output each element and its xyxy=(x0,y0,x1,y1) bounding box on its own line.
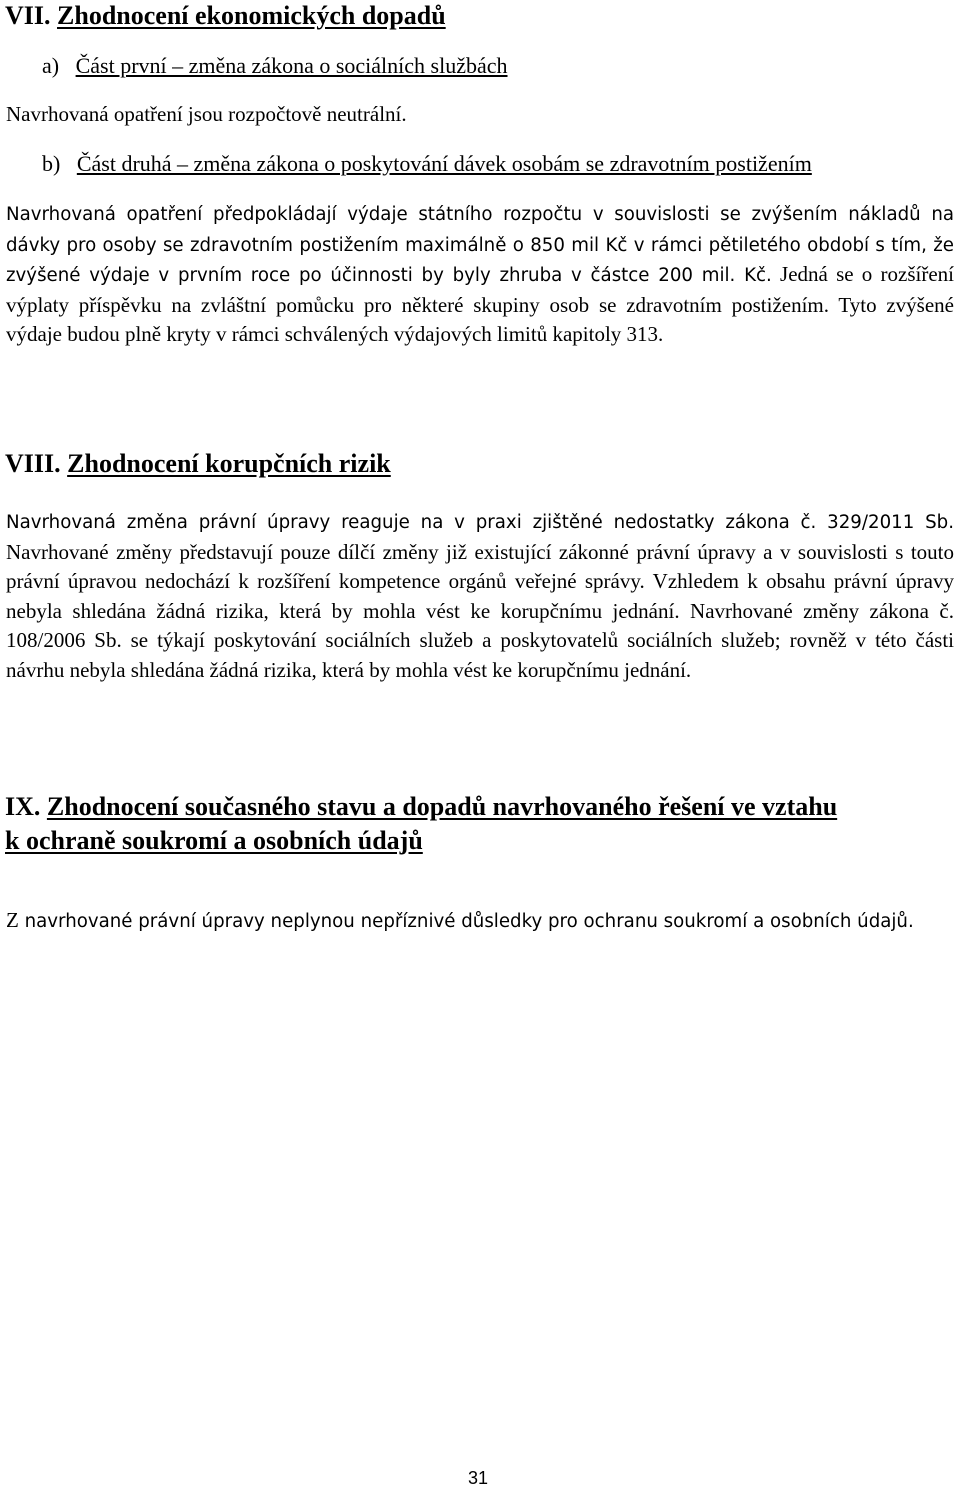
section-9-text-sans: navrhované právní úpravy neplynou nepříznivé důsledky pro ochranu soukromí a osobních údajů. xyxy=(18,911,914,932)
section-9-number: IX. xyxy=(5,792,41,821)
section-8-title: Zhodnocení korupčních rizik xyxy=(67,449,391,478)
part-b-marker: b) xyxy=(42,151,61,176)
section-8-text-sans: Navrhovaná změna právní úpravy reaguje na v praxi zjištěné nedostatky zákona č. 329/2011 Sb. xyxy=(6,512,954,533)
page-number: 31 xyxy=(468,1468,489,1488)
part-b-text-serif: Jedná se o rozšíření výplaty příspěvku na zvláštní pomůcku pro některé skupiny osob se zdravotním postižením. Tyto zvýšené výdaje budou plně kryty v rámci schválených výdajových limitů kapitoly 313. xyxy=(6,262,954,346)
part-b-text-sans: Navrhovaná opatření předpokládají výdaje státního rozpočtu v souvislosti se zvýšením nákladů na dávky pro osoby se zdravotním postižením maximálně o 850 mil Kč v rámci pětiletého období s tím, že zvýšené výdaje v prvním roce po účinnosti by byly zhruba v částce 200 mil. Kč. xyxy=(6,204,954,286)
section-8-paragraph xyxy=(6,507,954,685)
section-8-number: VIII. xyxy=(5,449,61,478)
section-9-paragraph xyxy=(6,906,954,937)
part-a-marker: a) xyxy=(42,53,60,78)
section-9-heading-line-2 xyxy=(5,826,423,856)
section-9-text-z: Z xyxy=(6,908,19,932)
section-8-heading xyxy=(5,449,391,479)
section-7-part-a-heading xyxy=(42,53,508,79)
part-b-paragraph xyxy=(6,199,954,350)
part-b-title: Část druhá – změna zákona o poskytování dávek osobám se zdravotním postižením xyxy=(76,151,812,176)
section-9-title-line-2: k ochraně soukromí a osobních údajů xyxy=(5,826,423,855)
part-a-text: Navrhovaná opatření jsou rozpočtově neutrální. xyxy=(6,102,407,126)
section-7-title: Zhodnocení ekonomických dopadů xyxy=(57,1,446,30)
section-7-part-b-heading xyxy=(42,151,812,177)
section-9-title-line-1: Zhodnocení současného stavu a dopadů navrhovaného řešení ve vztahu xyxy=(46,792,838,821)
section-8-text-serif: Navrhované změny představují pouze dílčí změny již existující zákonné právní úpravy a v souvislosti s touto právní úpravou nedochází k rozšíření kompetence orgánů veřejné správy. Vzhledem k obsahu právní úpravy nebyla shledána žádná rizika, která by mohla vést ke korupčnímu jednání. Navrhované změny zákona č. 108/2006 Sb. se týkají poskytování sociálních služeb a poskytovatelů sociálních služeb; rovněž v této části návrhu nebyla shledána žádná rizika, která by mohla vést ke korupčnímu jednání. xyxy=(6,539,954,682)
section-7-number: VII. xyxy=(5,1,51,30)
part-a-title: Část první – změna zákona o sociálních službách xyxy=(75,53,508,78)
section-9-heading xyxy=(5,792,837,822)
section-7-heading xyxy=(5,1,446,31)
